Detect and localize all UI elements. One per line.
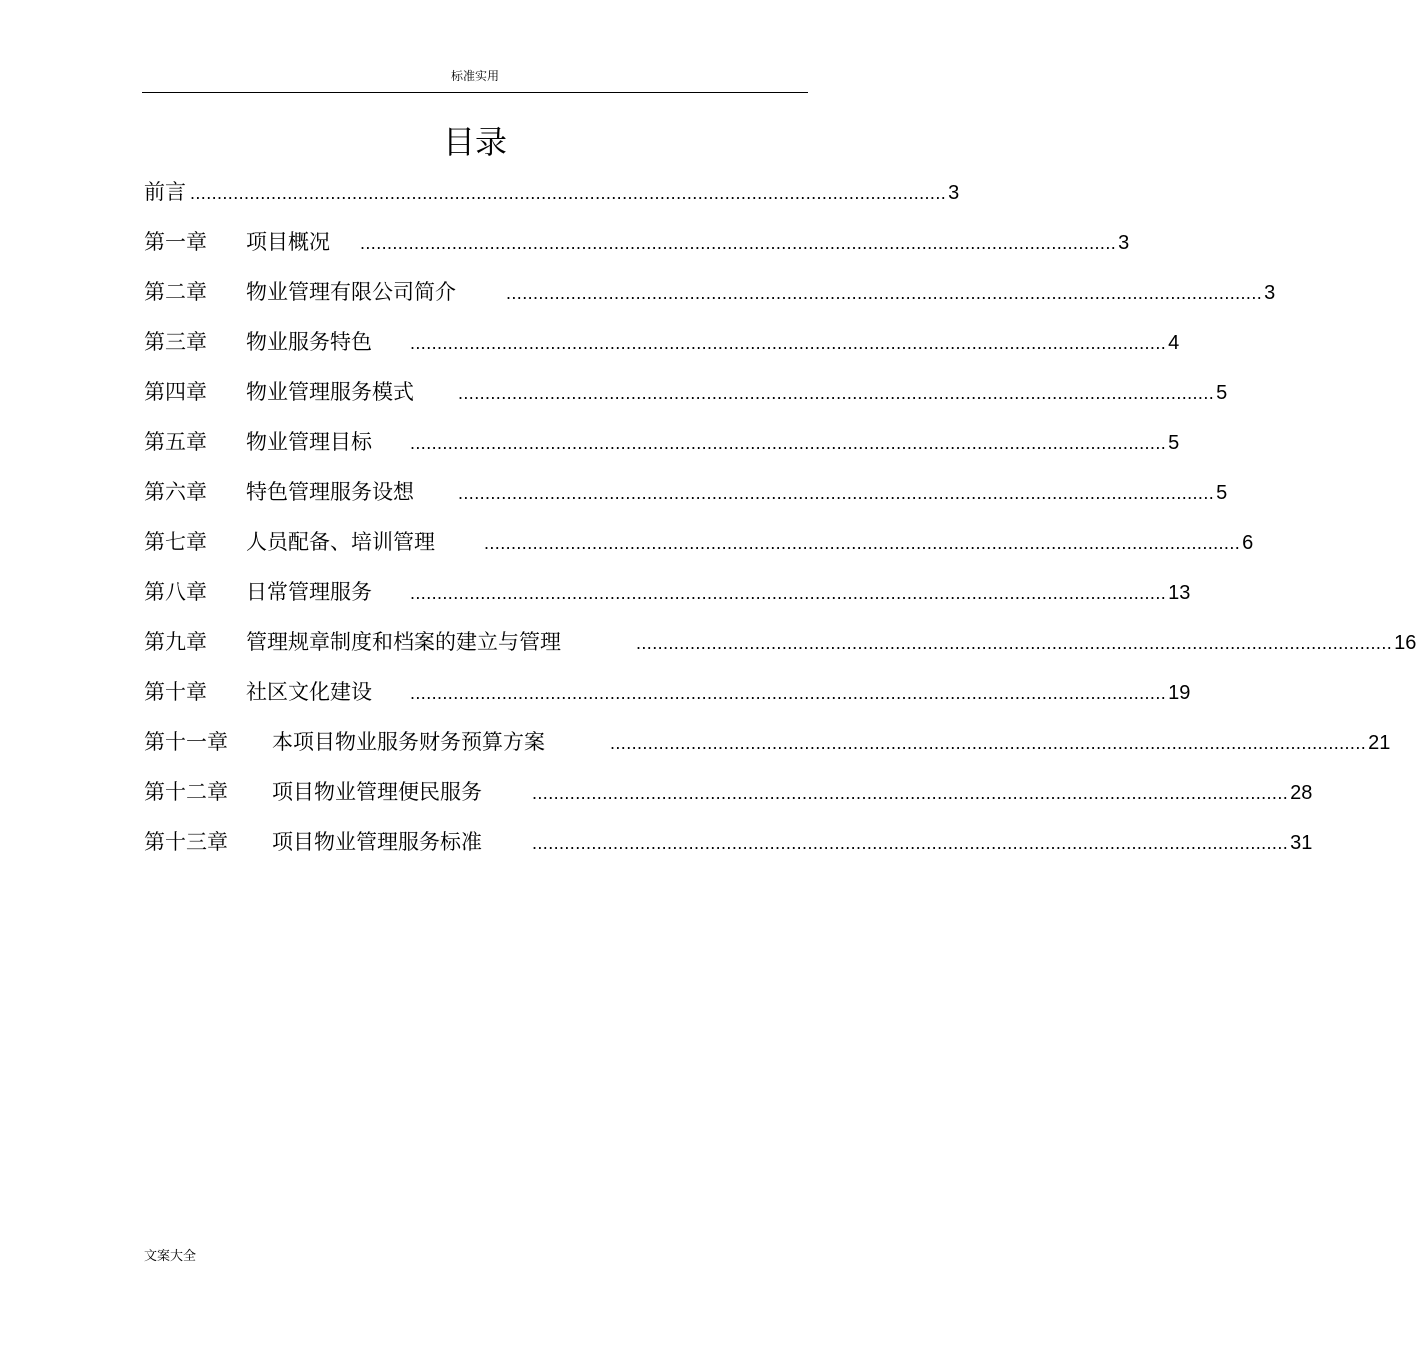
toc-entry-chapter: 第十三章 bbox=[144, 830, 228, 854]
toc-title: 目录 bbox=[442, 123, 507, 161]
toc-entry-chapter: 第一章 bbox=[144, 230, 207, 254]
toc-leader-dots: ............................................................................................................................................ bbox=[190, 183, 947, 203]
toc-entry-chapter: 第四章 bbox=[144, 380, 207, 404]
toc-entry-page: 4 bbox=[1168, 332, 1180, 354]
toc-entry-title: 物业管理目标 bbox=[246, 430, 372, 454]
toc-entry-page: 19 bbox=[1168, 682, 1191, 704]
toc-entry-chapter-13[interactable] bbox=[144, 825, 1313, 859]
toc-entry-page: 21 bbox=[1368, 732, 1391, 754]
toc-entry-chapter: 第二章 bbox=[144, 280, 207, 304]
toc-entry-chapter-2[interactable] bbox=[144, 275, 1276, 309]
toc-entry-title: 前言 bbox=[144, 180, 186, 204]
toc-entry-title: 社区文化建设 bbox=[246, 680, 372, 704]
toc-entry-page: 5 bbox=[1216, 482, 1228, 504]
toc-entry-title: 项目概况 bbox=[246, 230, 330, 254]
toc-entry-chapter: 第七章 bbox=[144, 530, 207, 554]
toc-entry-chapter-7[interactable] bbox=[144, 525, 1254, 559]
toc-leader-dots: ............................................................................................................................................ bbox=[484, 533, 1241, 553]
toc-leader-dots: ............................................................................................................................................ bbox=[360, 233, 1117, 253]
toc-leader-dots: ............................................................................................................................................ bbox=[506, 283, 1263, 303]
toc-leader-dots: ............................................................................................................................................ bbox=[532, 833, 1289, 853]
toc-entry-chapter-4[interactable] bbox=[144, 375, 1228, 409]
toc-leader-dots: ............................................................................................................................................ bbox=[458, 383, 1215, 403]
toc-entry-page: 3 bbox=[1264, 282, 1276, 304]
toc-leader-dots: ............................................................................................................................................ bbox=[410, 583, 1167, 603]
toc-leader-dots: ............................................................................................................................................ bbox=[410, 683, 1167, 703]
toc-entry-page: 16 bbox=[1394, 632, 1416, 654]
toc-entry-title: 项目物业管理服务标准 bbox=[272, 830, 482, 854]
toc-entry-title: 日常管理服务 bbox=[246, 580, 372, 604]
toc-entry-preface[interactable] bbox=[144, 175, 960, 209]
toc-entry-title: 本项目物业服务财务预算方案 bbox=[272, 730, 545, 754]
toc-entry-page: 5 bbox=[1216, 382, 1228, 404]
toc-leader-dots: ............................................................................................................................................ bbox=[636, 633, 1393, 653]
toc-entry-chapter-1[interactable] bbox=[144, 225, 1130, 259]
toc-entry-title: 人员配备、培训管理 bbox=[246, 530, 435, 554]
toc-entry-chapter: 第三章 bbox=[144, 330, 207, 354]
toc-entry-title: 特色管理服务设想 bbox=[246, 480, 414, 504]
toc-entry-page: 3 bbox=[1118, 232, 1130, 254]
toc-entry-chapter-10[interactable] bbox=[144, 675, 1191, 709]
toc-entry-chapter: 第九章 bbox=[144, 630, 207, 654]
toc-entry-page: 3 bbox=[948, 182, 960, 204]
toc-entry-chapter: 第十一章 bbox=[144, 730, 228, 754]
page-footer bbox=[144, 1247, 196, 1267]
toc-entry-chapter-9[interactable] bbox=[144, 625, 1416, 659]
toc-entry-chapter-8[interactable] bbox=[144, 575, 1191, 609]
toc-entry-chapter: 第十二章 bbox=[144, 780, 228, 804]
toc-entry-page: 6 bbox=[1242, 532, 1254, 554]
toc-entry-chapter: 第八章 bbox=[144, 580, 207, 604]
header-text: 标准实用 bbox=[450, 69, 499, 83]
toc-leader-dots: ............................................................................................................................................ bbox=[532, 783, 1289, 803]
toc-entry-chapter-5[interactable] bbox=[144, 425, 1180, 459]
toc-entry-title: 项目物业管理便民服务 bbox=[272, 780, 482, 804]
toc-entry-page: 5 bbox=[1168, 432, 1180, 454]
footer-text: 文案大全 bbox=[144, 1249, 197, 1264]
toc-entry-chapter-6[interactable] bbox=[144, 475, 1228, 509]
toc-entry-title: 物业管理有限公司简介 bbox=[246, 280, 456, 304]
toc-leader-dots: ............................................................................................................................................ bbox=[410, 433, 1167, 453]
page-header bbox=[142, 66, 808, 93]
toc-entry-page: 13 bbox=[1168, 582, 1191, 604]
toc-entry-title: 物业服务特色 bbox=[246, 330, 372, 354]
toc-entry-title: 管理规章制度和档案的建立与管理 bbox=[246, 630, 561, 654]
toc-entry-chapter-12[interactable] bbox=[144, 775, 1313, 809]
toc-entry-chapter-11[interactable] bbox=[144, 725, 1391, 759]
toc-entry-title: 物业管理服务模式 bbox=[246, 380, 414, 404]
toc-entry-chapter: 第六章 bbox=[144, 480, 207, 504]
toc-entry-page: 28 bbox=[1290, 782, 1313, 804]
toc-leader-dots: ............................................................................................................................................ bbox=[458, 483, 1215, 503]
toc-leader-dots: ............................................................................................................................................ bbox=[410, 333, 1167, 353]
toc-leader-dots: ............................................................................................................................................ bbox=[610, 733, 1367, 753]
toc-entry-page: 31 bbox=[1290, 832, 1313, 854]
toc-entry-chapter: 第五章 bbox=[144, 430, 207, 454]
toc-entry-chapter: 第十章 bbox=[144, 680, 207, 704]
toc-entry-chapter-3[interactable] bbox=[144, 325, 1180, 359]
